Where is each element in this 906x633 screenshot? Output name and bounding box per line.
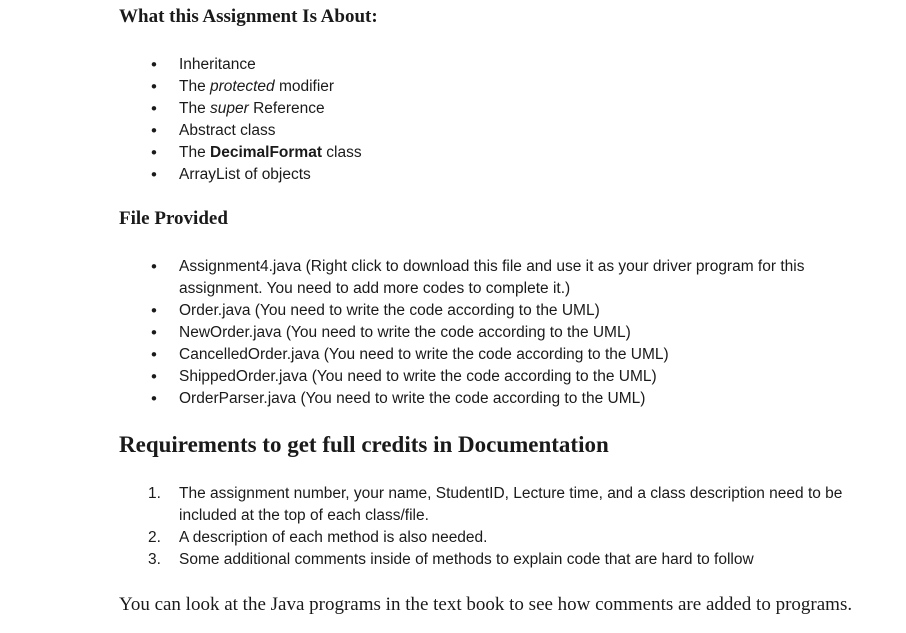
section-heading-files: File Provided — [119, 208, 228, 229]
bullet-icon: • — [149, 302, 159, 320]
keyword-super: super — [210, 100, 249, 117]
list-item: • ShippedOrder.java (You need to write the code according to the UML) — [149, 368, 657, 386]
list-item: • NewOrder.java (You need to write the code according to the UML) — [149, 324, 631, 342]
topics-list — [0, 54, 906, 186]
list-item: 3. Some additional comments inside of methods to explain code that are hard to follow — [148, 551, 754, 568]
bullet-icon: • — [149, 122, 159, 140]
list-item: 1. The assignment number, your name, StudentID, Lecture time, and a class description need to be included at the top of each class/file. — [148, 485, 843, 524]
requirements-list — [0, 483, 906, 571]
keyword-decimalformat: DecimalFormat — [210, 144, 322, 161]
bullet-icon: • — [149, 258, 159, 276]
bullet-icon: • — [149, 346, 159, 364]
list-item: • ArrayList of objects — [149, 166, 311, 184]
bullet-icon: • — [149, 56, 159, 74]
bullet-icon: • — [149, 144, 159, 162]
section-heading-about: What this Assignment Is About: — [119, 6, 378, 27]
list-item: • The DecimalFormat class — [149, 144, 362, 162]
list-item: • OrderParser.java (You need to write the code according to the UML) — [149, 390, 646, 408]
list-item: • The super Reference — [149, 100, 325, 118]
footer-note: You can look at the Java programs in the text book to see how comments are added to programs. — [119, 594, 853, 615]
bullet-icon: • — [149, 100, 159, 118]
bullet-icon: • — [149, 368, 159, 386]
list-item: • Assignment4.java (Right click to download this file and use it as your driver program for this assignment. You need to add more codes to complete it.) — [149, 258, 805, 297]
list-item: • Inheritance — [149, 56, 256, 74]
list-item: 2. A description of each method is also needed. — [148, 529, 488, 546]
list-item: • Order.java (You need to write the code according to the UML) — [149, 302, 600, 320]
bullet-icon: • — [149, 166, 159, 184]
bullet-icon: • — [149, 78, 159, 96]
list-item: • The protected modifier — [149, 78, 335, 96]
list-item: • CancelledOrder.java (You need to write the code according to the UML) — [149, 346, 669, 364]
bullet-icon: • — [149, 390, 159, 408]
section-heading-requirements: Requirements to get full credits in Documentation — [119, 432, 609, 457]
keyword-protected: protected — [210, 78, 275, 95]
list-item: • Abstract class — [149, 122, 276, 140]
files-list — [0, 256, 906, 410]
bullet-icon: • — [149, 324, 159, 342]
